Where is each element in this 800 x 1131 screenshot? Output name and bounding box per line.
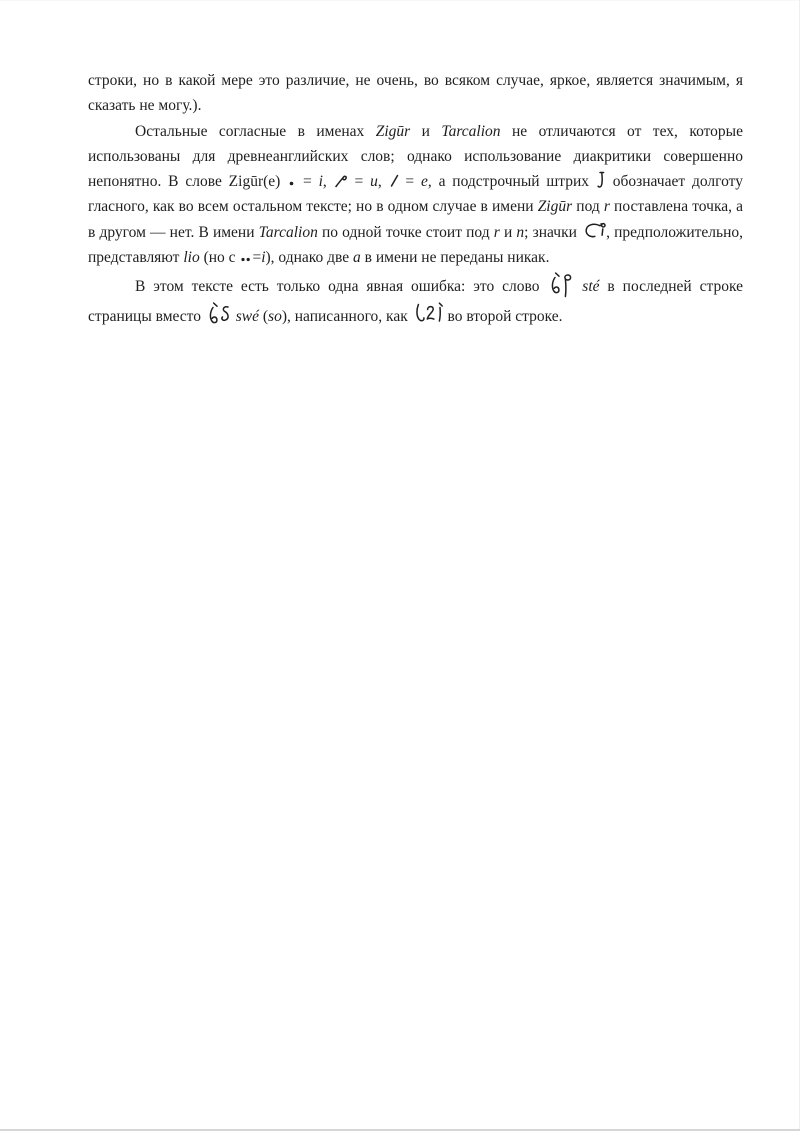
- tengwar-swe-variant-glyph: [412, 300, 444, 329]
- text-run: ), написанного, как: [281, 307, 412, 325]
- paragraph-consonants: [88, 119, 743, 271]
- italic-text-run: r: [493, 223, 500, 241]
- italic-text-run: Zigūr: [537, 198, 573, 216]
- acute-stroke-diacritic-icon: [389, 171, 399, 189]
- text-run: ), однако две: [265, 249, 354, 267]
- italic-text-run: Zigūr: [375, 122, 411, 140]
- paragraph-error: [88, 270, 743, 329]
- text-run: в имени не переданы никак.: [360, 249, 550, 267]
- text-run: и: [410, 122, 442, 140]
- text-run: и: [499, 223, 517, 241]
- text-run: строки, но в какой мере это различие, не очень, во всяком случае, яркое, является значимым, я сказать не могу.).: [88, 72, 743, 115]
- text-run: во второй строке.: [443, 307, 563, 325]
- text-run: под: [572, 198, 604, 216]
- text-run: =: [252, 249, 262, 267]
- italic-text-run: so: [268, 307, 282, 325]
- text-run: (но с: [199, 249, 240, 267]
- italic-text-run: sté: [582, 278, 600, 296]
- double-dot-diacritic-icon: [239, 247, 252, 265]
- text-run: ,: [377, 173, 389, 191]
- italic-text-run: Tarcalion: [258, 223, 318, 241]
- lio-sign-icon: [581, 220, 606, 240]
- text-run: по одной точке стоит под: [317, 223, 494, 241]
- dot-diacritic-icon: [287, 171, 296, 189]
- text-run: =: [347, 173, 371, 191]
- text-run: , а подстрочный штрих: [427, 173, 596, 191]
- paragraph-continuation: [88, 68, 743, 119]
- italic-text-run: u: [370, 173, 378, 191]
- text-run: =: [398, 173, 421, 191]
- italic-text-run: i: [318, 173, 323, 191]
- text-run: обозначает долготу гласного, как во всем остальном тексте; но в одном случае в имени: [88, 173, 743, 216]
- text-run: В этом тексте есть только одна явная ошибка: это слово: [135, 278, 548, 296]
- text-run: ; значки: [524, 223, 582, 241]
- italic-text-run: n: [516, 223, 525, 241]
- text-run: Остальные согласные в именах: [135, 122, 376, 140]
- u-curl-diacritic-icon: [334, 171, 348, 189]
- italic-text-run: a: [353, 249, 361, 267]
- tengwar-ste-glyph: [547, 270, 574, 299]
- text-run: ,: [322, 173, 334, 191]
- tengwar-swe-glyph: [205, 300, 232, 329]
- italic-text-run: Tarcalion: [441, 122, 501, 140]
- text-run: (: [258, 307, 269, 325]
- text-run: не отличаются от тех, которые использованы для древнеанглийских слов; однако использование диакритики совершенно непонятно. В слове Zigūr(e): [88, 122, 743, 191]
- text-run: , предположительно, представляют: [88, 223, 744, 267]
- italic-text-run: r: [603, 198, 610, 216]
- italic-text-run: lio: [183, 249, 200, 267]
- long-vowel-mark-icon: [596, 170, 606, 189]
- text-run: в последней строке страницы вместо: [88, 278, 743, 325]
- italic-text-run: e: [420, 173, 428, 191]
- text-column: [88, 68, 743, 329]
- text-run: =: [296, 173, 319, 191]
- italic-text-run: i: [261, 249, 266, 267]
- text-run: поставлена точка, а в другом — нет. В имени: [88, 198, 743, 241]
- italic-text-run: swé: [235, 307, 259, 325]
